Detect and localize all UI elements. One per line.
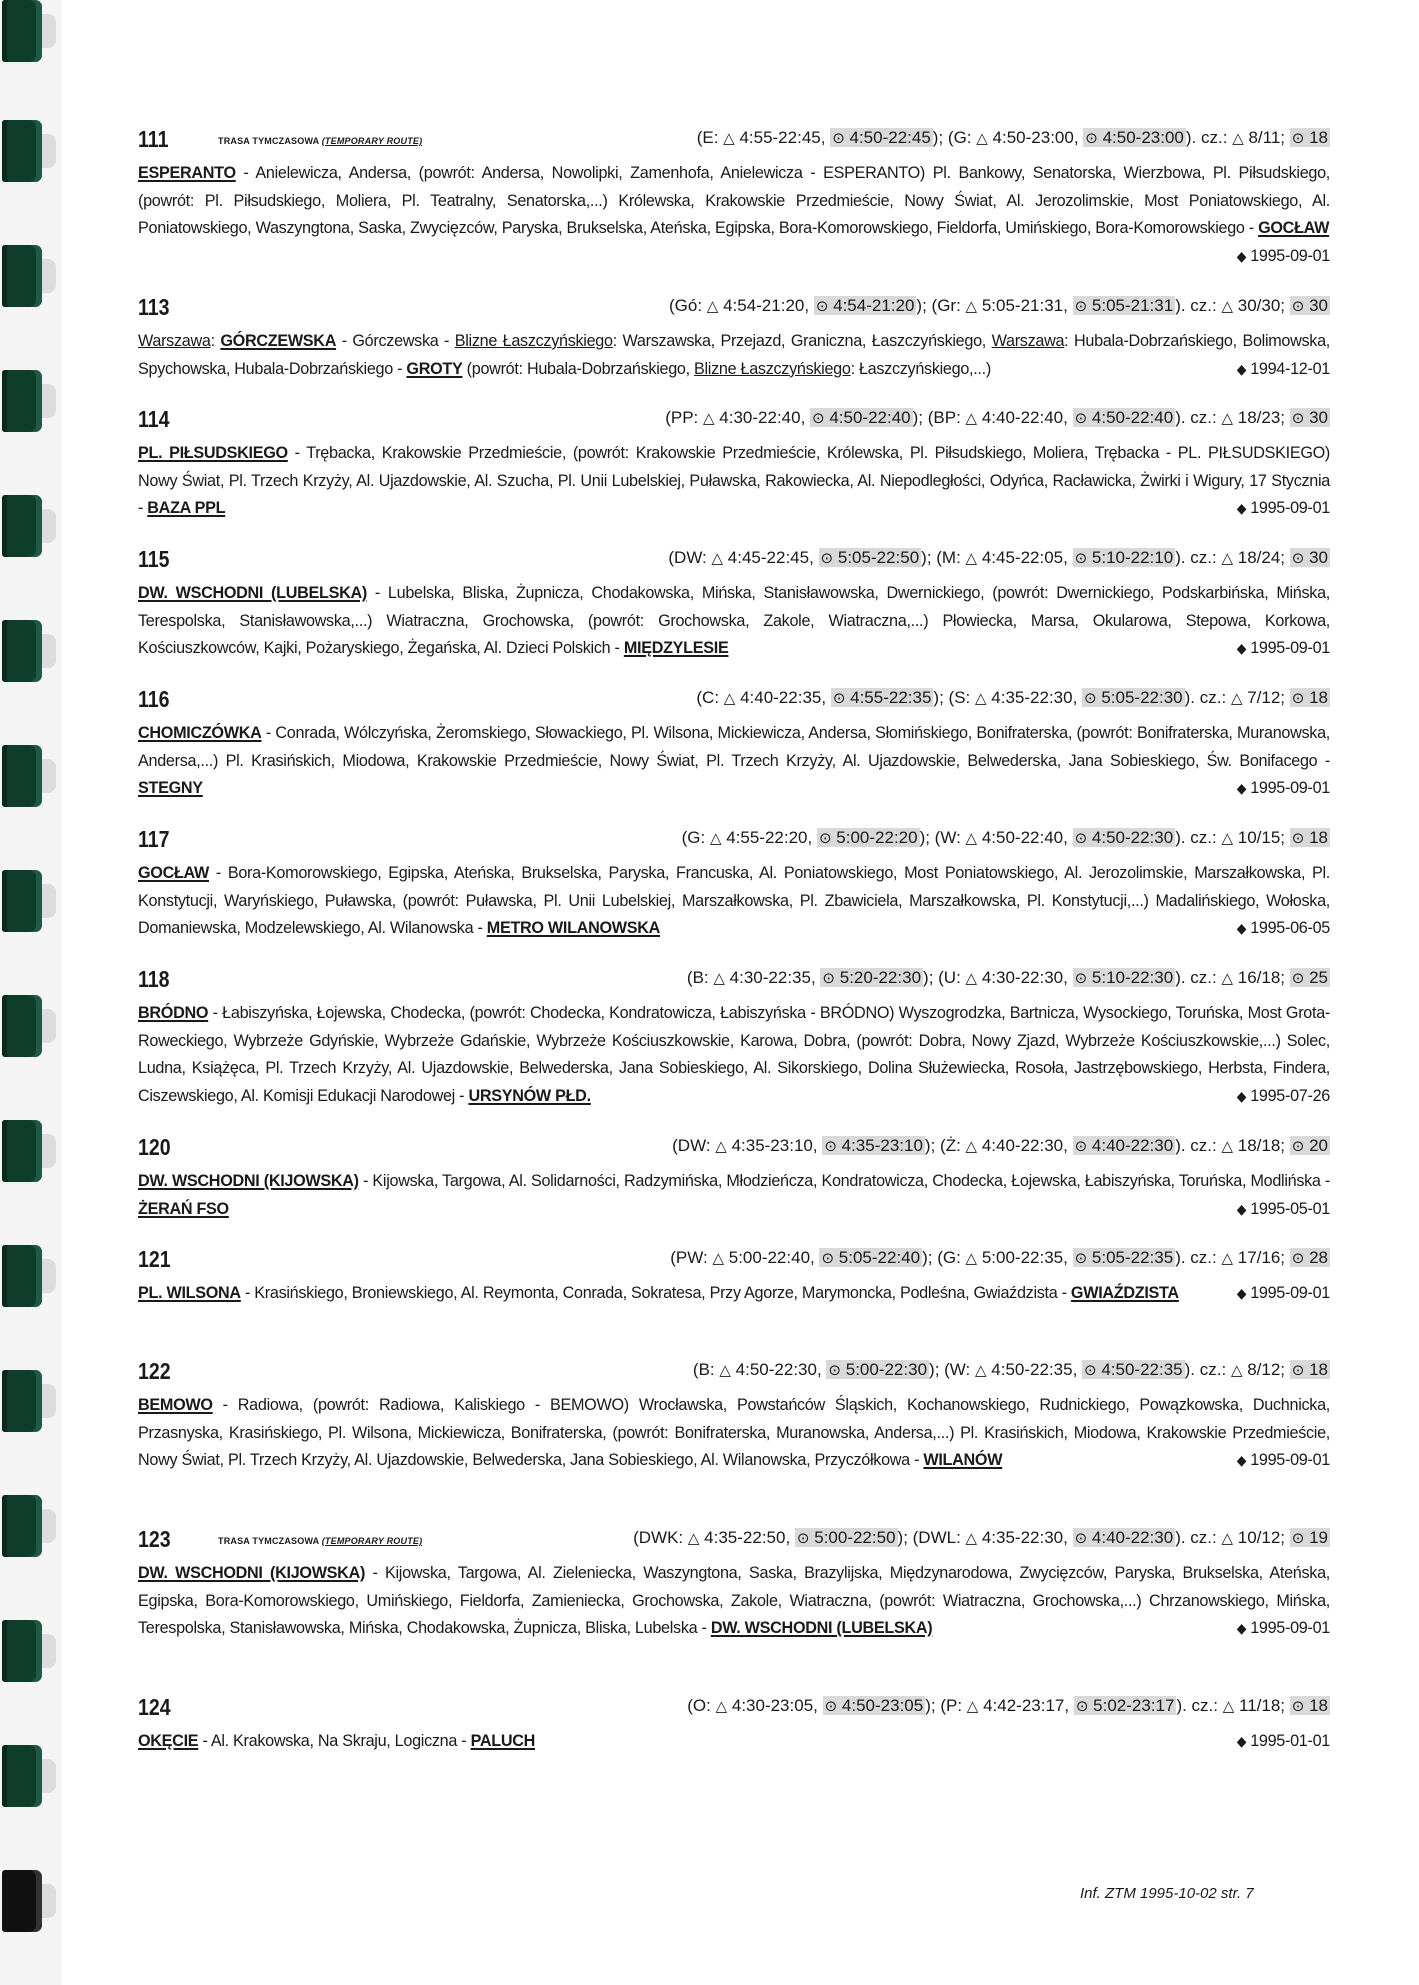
- route-times: (O: △ 4:30-23:05, ⊙ 4:50-23:05 ); (P: △ 4:42-23:17, ⊙ 5:02-23:17 ). cz.: △ 11/18; ⊙ 18: [687, 1696, 1328, 1715]
- clock-icon: ⊙: [1074, 410, 1088, 427]
- triangle-icon: △: [1221, 1530, 1234, 1547]
- binding-ring: [2, 495, 42, 557]
- route-times: (G: △ 4:55-22:20, ⊙ 5:00-22:20 ); (W: △ 4:50-22:40, ⊙ 4:50-22:30 ). cz.: △ 10/15; ⊙ 18: [681, 828, 1328, 847]
- binding-ring: [2, 370, 42, 432]
- end-terminus: STEGNY: [138, 779, 203, 798]
- route-description: BRÓDNO - Łabiszyńska, Łojewska, Chodecka, (powrót: Chodecka, Kondratowicza, Łabiszyńska - BRÓDNO) Wyszogrodzka, Bartnicza, Wysockiego, Toruńska, Most Grota-Roweckiego, Wybrzeże Gdyńskie, Wybrzeże Gdańskie, Wybrzeże Kościuszkowskie, Karowa, Dobra, (powrót: Dobra, Nowy Zjazd, Wybrzeże Kościuszkowskie,...) Solec, Ludna, Książęca, Pl. Trzech Krzyży, Al. Ujazdowskie, Belwederska, Jana Sobieskiego, Al. Sikorskiego, Dolina Służewiecka, Rosoła, Jastrzębowskiego, Herbsta, Findera, Ciszewskiego, Al. Komisji Edukacji Narodowej - URSYNÓW PŁD. ◆ 1995-07-26: [138, 1000, 1330, 1110]
- diamond-icon: ◆: [1236, 247, 1247, 264]
- binding-ring: [2, 620, 42, 682]
- route-description: Warszawa: GÓRCZEWSKA - Górczewska - Blizne Łaszczyńskiego: Warszawska, Przejazd, Graniczna, Łaszczyńskiego, Warszawa: Hubala-Dobrzańskiego, Bolimowska, Spychowska, Hubala-Dobrzańskiego - GROTY (powrót: Hubala-Dobrzańskiego, Blizne Łaszczyńskiego: Łaszczyńskiego,...) ◆ 1994-12-01: [138, 328, 1330, 383]
- route-entry: [138, 826, 1330, 943]
- diamond-icon: ◆: [1236, 500, 1247, 517]
- route-times: (DW: △ 4:35-23:10, ⊙ 4:35-23:10 ); (Ż: △ 4:40-22:30, ⊙ 4:40-22:30 ). cz.: △ 18/18; ⊙ 20: [672, 1136, 1328, 1155]
- triangle-icon: △: [712, 1250, 724, 1267]
- binding-ring: [2, 1495, 42, 1557]
- clock-icon: ⊙: [1291, 130, 1305, 147]
- clock-icon: ⊙: [1291, 1698, 1305, 1715]
- route-times: (C: △ 4:40-22:35, ⊙ 4:55-22:35 ); (S: △ 4:35-22:30, ⊙ 5:05-22:30 ). cz.: △ 7/12; ⊙ 18: [696, 688, 1328, 707]
- diamond-icon: ◆: [1236, 1620, 1247, 1637]
- route-description: PL. PIŁSUDSKIEGO - Trębacka, Krakowskie Przedmieście, (powrót: Krakowskie Przedmieście, Królewska, Pl. Piłsudskiego, Moliera, Trębacka - PL. PIŁSUDSKIEGO) Nowy Świat, Pl. Trzech Krzyży, Al. Ujazdowskie, Al. Szucha, Pl. Unii Lubelskiej, Puławska, Rakowiecka, Al. Niepodległości, Odyńca, Racławicka, Żwirki i Wigury, 17 Stycznia - BAZA PPL ◆ 1995-09-01: [138, 440, 1330, 523]
- binding-ring: [2, 120, 42, 182]
- effective-date: ◆ 1995-01-01: [1236, 1732, 1330, 1750]
- clock-icon: ⊙: [822, 970, 835, 987]
- route-times: (PW: △ 5:00-22:40, ⊙ 5:05-22:40 ); (G: △ 5:00-22:35, ⊙ 5:05-22:35 ). cz.: △ 17/16; ⊙ 28: [670, 1248, 1328, 1267]
- binding-ring: [2, 1620, 42, 1682]
- route-description: ESPERANTO - Anielewicza, Andersa, (powrót: Andersa, Nowolipki, Zamenhofa, Anielewicza - ESPERANTO) Pl. Bankowy, Senatorska, Wierzbowa, Pl. Piłsudskiego, (powrót: Pl. Piłsudskiego, Moliera, Pl. Teatralny, Senatorska,...) Królewska, Krakowskie Przedmieście, Nowy Świat, Al. Jerozolimskie, Most Poniatowskiego, Al. Poniatowskiego, Waszyngtona, Saska, Zwycięzców, Paryska, Brukselska, Ateńska, Egipska, Bora-Komorowskiego, Fieldorfa, Umińskiego, Bora-Komorowskiego - GOCŁAW ◆ 1995-09-01: [138, 160, 1330, 243]
- clock-icon: ⊙: [1291, 550, 1305, 567]
- route-number: 120: [138, 1134, 171, 1160]
- binding-ring: [2, 995, 42, 1057]
- triangle-icon: △: [1221, 970, 1234, 987]
- diamond-icon: ◆: [1236, 640, 1247, 657]
- clock-icon: ⊙: [1074, 550, 1088, 567]
- clock-icon: ⊙: [828, 1362, 841, 1379]
- route-header: [138, 686, 1330, 720]
- start-terminus: GÓRCZEWSKA: [220, 332, 337, 350]
- triangle-icon: △: [965, 1138, 978, 1155]
- clock-icon: ⊙: [1291, 830, 1305, 847]
- clock-icon: ⊙: [824, 1698, 838, 1715]
- route-times: (E: △ 4:55-22:45, ⊙ 4:50-22:45 ); (G: △ 4:50-23:00, ⊙ 4:50-23:00 ). cz.: △ 8/11; ⊙ 18: [696, 128, 1328, 147]
- end-terminus: GOCŁAW: [1258, 219, 1330, 238]
- diamond-icon: ◆: [1236, 1200, 1247, 1217]
- clock-icon: ⊙: [1291, 1250, 1305, 1267]
- start-terminus: CHOMICZÓWKA: [138, 724, 262, 742]
- route-entry: [138, 406, 1330, 523]
- triangle-icon: △: [1221, 1138, 1234, 1155]
- clock-icon: ⊙: [1075, 1698, 1089, 1715]
- route-description: DW. WSCHODNI (LUBELSKA) - Lubelska, Bliska, Żupnicza, Chodakowska, Mińska, Stanisławowska, Dwernickiego, (powrót: Dwernickiego, Podskarbińska, Mińska, Terespolska, Stanisławowska,...) Wiatraczna, Grochowska, (powrót: Grochowska, Zakole, Wiatraczna,...) Płowiecka, Marsa, Okularowa, Stepowa, Korkowa, Kościuszkowców, Kajki, Pożaryskiego, Żegańska, Al. Dzieci Polskich - MIĘDZYLESIE ◆ 1995-09-01: [138, 580, 1330, 663]
- triangle-icon: △: [723, 690, 736, 707]
- route-description: DW. WSCHODNI (KIJOWSKA) - Kijowska, Targowa, Al. Zieleniecka, Waszyngtona, Saska, Brazylijska, Międzynarodowa, Zwycięzców, Paryska, Brukselska, Ateńska, Egipska, Bora-Komorowskiego, Umińskiego, Fieldorfa, Zamieniecka, Grochowska, Zakole, Wiatraczna, (powrót: Wiatraczna, Grochowska,...) Chrzanowskiego, Mińska, Terespolska, Stanisławowska, Mińska, Chodakowska, Żupnicza, Bliska, Lubelska - DW. WSCHODNI (LUBELSKA) ◆ 1995-09-01: [138, 1560, 1330, 1643]
- route-header: [138, 126, 1330, 160]
- route-header: [138, 406, 1330, 440]
- effective-date: ◆ 1995-05-01: [1236, 1199, 1330, 1218]
- binding-ring: [2, 1745, 42, 1807]
- end-terminus: DW. WSCHODNI (LUBELSKA): [710, 1619, 933, 1638]
- triangle-icon: △: [715, 1698, 728, 1715]
- clock-icon: ⊙: [1291, 1138, 1305, 1155]
- route-entry: [138, 1246, 1330, 1308]
- route-number: 124: [138, 1694, 171, 1720]
- effective-date: ◆ 1995-06-05: [1236, 919, 1330, 938]
- diamond-icon: ◆: [1236, 1087, 1247, 1104]
- route-times: (PP: △ 4:30-22:40, ⊙ 4:50-22:40 ); (BP: △ 4:40-22:40, ⊙ 4:50-22:40 ). cz.: △ 18/23; ⊙ 30: [665, 408, 1328, 427]
- clock-icon: ⊙: [1074, 1250, 1088, 1267]
- binding-ring: [2, 870, 42, 932]
- clock-icon: ⊙: [1291, 1362, 1305, 1379]
- route-header: [138, 1526, 1330, 1560]
- route-entry: [138, 1134, 1330, 1223]
- end-terminus: BAZA PPL: [147, 499, 226, 518]
- clock-icon: ⊙: [1085, 130, 1098, 147]
- clock-icon: ⊙: [815, 298, 829, 315]
- end-terminus: METRO WILANOWSKA: [486, 919, 661, 938]
- triangle-icon: △: [1232, 130, 1244, 147]
- diamond-icon: ◆: [1236, 1285, 1247, 1301]
- route-description: GOCŁAW - Bora-Komorowskiego, Egipska, Ateńska, Brukselska, Paryska, Francuska, Al. Poniatowskiego, Most Poniatowskiego, Al. Jerozolimskie, Marszałkowska, Pl. Konstytucji, Waryńskiego, Puławska, (powrót: Puławska, Pl. Unii Lubelskiej, Marszałkowska, Pl. Zbawiciela, Marszałkowska, Pl. Konstytucji,...) Madalińskiego, Wołoska, Domaniewska, Modzelewskiego, Al. Wilanowska - METRO WILANOWSKA ◆ 1995-06-05: [138, 860, 1330, 943]
- effective-date: ◆ 1994-12-01: [1236, 359, 1330, 378]
- effective-date: ◆ 1995-09-01: [1236, 779, 1330, 798]
- route-description: OKĘCIE - Al. Krakowska, Na Skraju, Logiczna - PALUCH ◆ 1995-01-01: [138, 1728, 1330, 1756]
- triangle-icon: △: [719, 1362, 731, 1379]
- effective-date: ◆ 1995-09-01: [1236, 639, 1330, 658]
- end-terminus: MIĘDZYLESIE: [623, 639, 729, 658]
- triangle-icon: △: [706, 298, 719, 315]
- route-number: 116: [138, 686, 170, 712]
- clock-icon: ⊙: [820, 550, 834, 567]
- route-number: 111: [138, 126, 169, 152]
- effective-date: ◆ 1995-09-01: [1236, 499, 1330, 518]
- clock-icon: ⊙: [1291, 970, 1305, 987]
- start-terminus: DW. WSCHODNI (KIJOWSKA): [138, 1172, 359, 1190]
- route-header: [138, 1134, 1330, 1168]
- triangle-icon: △: [1221, 830, 1234, 847]
- start-terminus: BEMOWO: [138, 1396, 213, 1414]
- clock-icon: ⊙: [818, 830, 832, 847]
- clock-icon: ⊙: [1084, 1362, 1097, 1379]
- clock-icon: ⊙: [1291, 410, 1305, 427]
- start-terminus: GOCŁAW: [138, 864, 210, 882]
- route-description: DW. WSCHODNI (KIJOWSKA) - Kijowska, Targowa, Al. Solidarności, Radzymińska, Młodzieńcza, Kondratowicza, Chodecka, Łojewska, Łabiszyńska, Toruńska, Modlińska - ŻERAŃ FSO ◆ 1995-05-01: [138, 1168, 1330, 1223]
- end-terminus: URSYNÓW PŁD.: [468, 1086, 591, 1105]
- route-number: 115: [138, 546, 170, 572]
- triangle-icon: △: [715, 1138, 727, 1155]
- route-number: 117: [138, 826, 170, 852]
- triangle-icon: △: [1221, 550, 1234, 567]
- route-entry: [138, 546, 1330, 663]
- binding-ring: [2, 1870, 42, 1932]
- spiral-binding: [0, 0, 62, 1985]
- triangle-icon: △: [965, 970, 978, 987]
- route-header: [138, 1694, 1330, 1728]
- triangle-icon: △: [976, 130, 988, 147]
- triangle-icon: △: [711, 550, 724, 567]
- start-terminus: DW. WSCHODNI (KIJOWSKA): [138, 1564, 366, 1582]
- start-terminus: OKĘCIE: [138, 1732, 199, 1750]
- route-description: PL. WILSONA - Krasińskiego, Broniewskiego, Al. Reymonta, Conrada, Sokratesa, Przy Agorze, Marymoncka, Podleśna, Gwiaździsta - GWIAŹDZISTA ◆ 1995-09-01: [138, 1280, 1330, 1308]
- route-header: [138, 826, 1330, 860]
- triangle-icon: △: [1221, 1250, 1234, 1267]
- clock-icon: ⊙: [1074, 1138, 1088, 1155]
- route-header: [138, 1358, 1330, 1392]
- route-times: (DW: △ 4:45-22:45, ⊙ 5:05-22:50 ); (M: △ 4:45-22:05, ⊙ 5:10-22:10 ). cz.: △ 18/24; ⊙ 30: [668, 548, 1328, 567]
- clock-icon: ⊙: [1074, 830, 1088, 847]
- end-terminus: ŻERAŃ FSO: [138, 1199, 229, 1218]
- route-header: [138, 546, 1330, 580]
- triangle-icon: △: [713, 970, 725, 987]
- triangle-icon: △: [965, 830, 978, 847]
- effective-date: ◆ 1995-09-01: [1236, 1284, 1330, 1302]
- clock-icon: ⊙: [1074, 1530, 1088, 1547]
- route-description: CHOMICZÓWKA - Conrada, Wólczyńska, Żeromskiego, Słowackiego, Pl. Wilsona, Mickiewicza, Andersa, Słomińskiego, Bonifraterska, (powrót: Bonifraterska, Muranowska, Andersa,...) Pl. Krasińskich, Miodowa, Krakowskie Przedmieście, Nowy Świat, Pl. Trzech Krzyży, Al. Ujazdowskie, Belwederska, Jana Sobieskiego, Św. Bonifacego - STEGNY ◆ 1995-09-01: [138, 720, 1330, 803]
- start-terminus: PL. PIŁSUDSKIEGO: [138, 444, 288, 462]
- triangle-icon: △: [965, 298, 978, 315]
- route-entry: [138, 294, 1330, 383]
- effective-date: ◆ 1995-07-26: [1236, 1086, 1330, 1105]
- triangle-icon: △: [965, 410, 978, 427]
- triangle-icon: △: [1230, 690, 1243, 707]
- route-entry: [138, 686, 1330, 803]
- triangle-icon: △: [703, 410, 715, 427]
- binding-ring: [2, 1245, 42, 1307]
- triangle-icon: △: [709, 830, 722, 847]
- triangle-icon: △: [687, 1530, 700, 1547]
- start-terminus: PL. WILSONA: [138, 1284, 241, 1302]
- start-terminus: ESPERANTO: [138, 164, 236, 182]
- effective-date: ◆ 1995-09-01: [1236, 1451, 1330, 1470]
- diamond-icon: ◆: [1236, 920, 1247, 937]
- clock-icon: ⊙: [1291, 690, 1305, 707]
- route-number: 118: [138, 966, 170, 992]
- binding-ring: [2, 745, 42, 807]
- route-times: (B: △ 4:30-22:35, ⊙ 5:20-22:30 ); (U: △ 4:30-22:30, ⊙ 5:10-22:30 ). cz.: △ 16/18; ⊙ 25: [686, 968, 1328, 987]
- route-times: (DWK: △ 4:35-22:50, ⊙ 5:00-22:50 ); (DWL: △ 4:35-22:30, ⊙ 4:40-22:30 ). cz.: △ 10/12; ⊙ 19: [633, 1528, 1328, 1547]
- start-terminus: DW. WSCHODNI (LUBELSKA): [138, 584, 367, 602]
- route-header: [138, 294, 1330, 328]
- route-times: (Gó: △ 4:54-21:20, ⊙ 4:54-21:20 ); (Gr: △ 5:05-21:31, ⊙ 5:05-21:31 ). cz.: △ 30/30; ⊙ 30: [668, 296, 1328, 315]
- route-header: [138, 966, 1330, 1000]
- diamond-icon: ◆: [1236, 780, 1247, 797]
- route-entry: [138, 1358, 1330, 1475]
- triangle-icon: △: [965, 550, 978, 567]
- clock-icon: ⊙: [821, 1250, 835, 1267]
- triangle-icon: △: [966, 1698, 979, 1715]
- page-footer: Inf. ZTM 1995-10-02 str. 7: [1080, 1885, 1254, 1902]
- triangle-icon: △: [975, 1362, 987, 1379]
- binding-ring: [2, 1120, 42, 1182]
- end-terminus: WILANÓW: [923, 1451, 1003, 1470]
- route-description: BEMOWO - Radiowa, (powrót: Radiowa, Kaliskiego - BEMOWO) Wrocławska, Powstańców Śląskich, Kochanowskiego, Rudnickiego, Powązkowska, Duchnicka, Przasnyska, Krasińskiego, Pl. Wilsona, Mickiewicza, Bonifraterska, (powrót: Bonifraterska, Muranowska, Andersa,...) Pl. Krasińskich, Miodowa, Krakowskie Przedmieście, Nowy Świat, Pl. Trzech Krzyży, Al. Ujazdowskie, Belwederska, Jana Sobieskiego, Al. Wilanowska, Przyczółkowa - WILANÓW ◆ 1995-09-01: [138, 1392, 1330, 1475]
- temporary-route-label: TRASA TYMCZASOWA (TEMPORARY ROUTE): [218, 136, 423, 146]
- route-entry: [138, 1526, 1330, 1643]
- triangle-icon: △: [1221, 298, 1234, 315]
- diamond-icon: ◆: [1236, 1733, 1247, 1749]
- clock-icon: ⊙: [832, 690, 846, 707]
- end-terminus: GWIAŹDZISTA: [1070, 1284, 1179, 1302]
- route-number: 113: [138, 294, 170, 320]
- triangle-icon: △: [723, 130, 735, 147]
- triangle-icon: △: [1230, 1362, 1243, 1379]
- clock-icon: ⊙: [824, 1138, 837, 1155]
- binding-ring: [2, 1370, 42, 1432]
- clock-icon: ⊙: [1074, 970, 1088, 987]
- clock-icon: ⊙: [1291, 298, 1305, 315]
- route-number: 121: [138, 1246, 171, 1272]
- triangle-icon: △: [965, 1530, 978, 1547]
- clock-icon: ⊙: [796, 1530, 810, 1547]
- clock-icon: ⊙: [1074, 298, 1088, 315]
- end-terminus: PALUCH: [470, 1732, 536, 1750]
- temporary-route-label: TRASA TYMCZASOWA (TEMPORARY ROUTE): [218, 1536, 423, 1546]
- route-entry: [138, 966, 1330, 1110]
- effective-date: ◆ 1995-09-01: [1236, 246, 1330, 265]
- start-terminus: BRÓDNO: [138, 1004, 209, 1022]
- triangle-icon: △: [1221, 410, 1234, 427]
- route-header: [138, 1246, 1330, 1280]
- route-number: 123: [138, 1526, 171, 1552]
- triangle-icon: △: [965, 1250, 978, 1267]
- triangle-icon: △: [1222, 1698, 1235, 1715]
- route-number: 122: [138, 1358, 171, 1384]
- end-terminus: GROTY: [406, 359, 463, 378]
- binding-ring: [2, 245, 42, 307]
- route-number: 114: [138, 406, 170, 432]
- triangle-icon: △: [975, 690, 987, 707]
- effective-date: ◆ 1995-09-01: [1236, 1619, 1330, 1638]
- route-entry: [138, 1694, 1330, 1756]
- binding-ring: [2, 0, 42, 62]
- route-entry: [138, 126, 1330, 270]
- clock-icon: ⊙: [832, 130, 845, 147]
- clock-icon: ⊙: [812, 410, 825, 427]
- clock-icon: ⊙: [1291, 1530, 1305, 1547]
- diamond-icon: ◆: [1236, 360, 1247, 377]
- diamond-icon: ◆: [1236, 1452, 1247, 1469]
- clock-icon: ⊙: [1084, 690, 1097, 707]
- route-times: (B: △ 4:50-22:30, ⊙ 5:00-22:30 ); (W: △ 4:50-22:35, ⊙ 4:50-22:35 ). cz.: △ 8/12; ⊙ 18: [692, 1360, 1328, 1379]
